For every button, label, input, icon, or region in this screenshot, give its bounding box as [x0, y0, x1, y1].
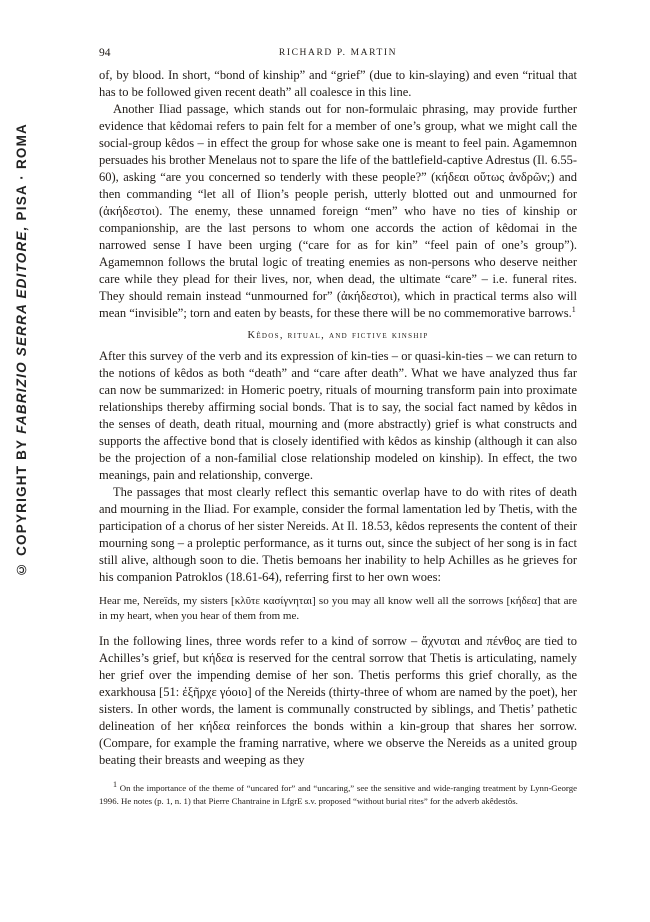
- body-text: [99, 67, 577, 807]
- page-number: 94: [99, 47, 111, 59]
- running-head: RICHARD P. MARTIN: [278, 48, 398, 58]
- footnote: $^1$ On the importance of the theme of “uncared for” and “uncaring,” see the sensitive and wide-ranging treatment by Lynn-George 1996. He notes (p. 1, n. 1) that Pierre Chantraine in LfgrE s.v. proposed “without burial rites” for the adverb akêdestôs.: [99, 780, 578, 806]
- footnote-ref: 1: [571, 304, 576, 314]
- copyright-sidebar: [6, 40, 36, 660]
- paragraph: The passages that most clearly reflect this semantic overlap have to do with rites of death and mourning in the Iliad. For example, consider the formal lamentation led by Thetis, with the participation of a chorus of her sister Nereids. At Il. 18.53, kêdos represents the content of their mourning song – a proleptic performance, as it turns out, since the subject of her song is in fact still alive, although soon to die. Thetis bemoans her inability to help Achilles as he grieves for his companion Patroklos (18.61-64), referring first to her own woes:: [99, 485, 577, 584]
- footnote-number: 1: [113, 780, 117, 790]
- paragraph: In the following lines, three words refer to a kind of sorrow – ἄχνυται and πένθος are tied to Achilles’s grief, but κήδεα is reserved for the central sorrow that Thetis is articulating, namely her grief over the impending demise of her son. Thetis performs this grief chorally, as the exarkhousa [51: ἐξῆρχε γόοιο] of the Nereids (thirty-three of whom are named by the poet), her sisters. In other words, the lament is communally constructed by siblings, and Thetis’ pathetic delineation of her κήδεα reinforces the bonds within a kin-group that shares her sorrow. (Compare, for example the framing narrative, where we observe the Nereids as a united group beating their breasts and weeping as they: [99, 634, 577, 767]
- copyright-text: © COPYRIGHT BY FABRIZIO SERRA EDITORE, PISA · ROMA: [13, 122, 29, 578]
- paragraph: of, by blood. In short, “bond of kinship” and “grief” (due to kin-slaying) and even “ritual that has to be followed given recent death” all coalesce in this line.: [99, 68, 577, 99]
- section-heading: Kêdos, ritual, and fictive kinship: [247, 330, 429, 341]
- paragraph: Another Iliad passage, which stands out for non-formulaic phrasing, may provide further evidence that kêdomai refers to pain felt for a member of one’s group, what we might call the social-group kêdos – in effect the group for whose sake one is meant to feel pain. Agamemnon persuades his brother Menelaus not to spare the life of the battlefield-captive Adrestus (Il. 6.55-60), asking “are you concerned so tenderly with these people?” (κήδεαι οὕτως ἀνδρῶν;) and then commanding “let all of Ilion’s people perish, utterly blotted out and unmourned for (ἀκήδεστοι). The enemy, these unnamed foreign “men” who have no ties of kinship or companionship, are the last persons to whom one accords the action of kêdomai in the narrowed sense I have been urging (“care for as for kin” “feel pain of one’s group”). Agamemnon follows the brutal logic of treating enemies as non-persons who deserve neither care while they plead for their lives, nor, when dead, the ultimate “care” – i.e. funeral rites. They should remain instead “unmourned for” (ἀκήδεστοι), which in practical terms also will mean “invisible”; torn and eaten by beasts, for these there will be no commemorative barrows.$^1$: [99, 102, 577, 320]
- paragraph: After this survey of the verb and its expression of kin-ties – or quasi-kin-ties – we can return to the notions of kêdos as both “death” and “care after death”. What we have analyzed thus far can now be summarized: in Homeric poetry, rituals of mourning transform pain into proximate relationships thereby affirming social bonds. That is to say, the social fact named by kêdos in the senses of death, death ritual, mourning and (more abstractly) grief is what constructs and supports the affective bond that is closely identified with kêdos as kinship (although it can also be the projection of a non-familial close relationship modeled on kinship). In effect, the two meanings, pain and relationship, converge.: [99, 349, 577, 482]
- page-header: [99, 47, 577, 65]
- block-quote: Hear me, Nereïds, my sisters [κλῦτε κασίγνηται] so you may all know well all the sorrows [κήδεα] that are in my heart, when you hear of them from me.: [99, 595, 577, 622]
